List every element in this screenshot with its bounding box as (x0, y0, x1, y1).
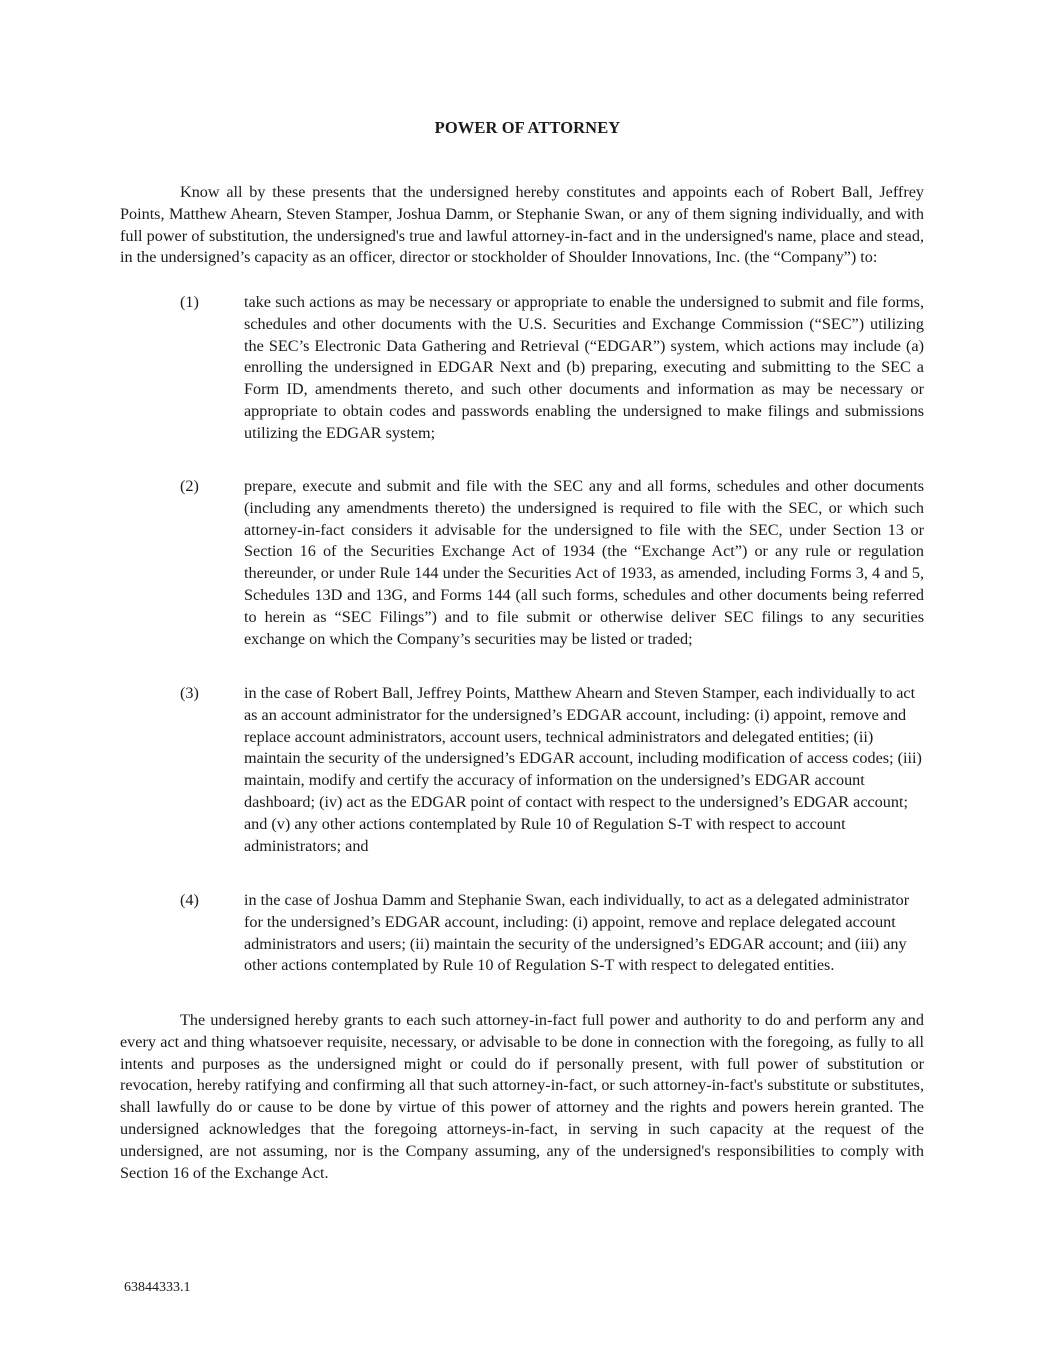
document-id-footer: 63844333.1 (124, 1280, 191, 1295)
closing-paragraph (120, 1010, 924, 1184)
item-number: (2) (180, 477, 199, 495)
item-number: (1) (180, 293, 199, 311)
intro-text: Know all by these presents that the undersigned hereby constitutes and appoints each of Robert Ball, Jeffrey Points, Matthew Ahearn, Steven Stamper, Joshua Damm, or Stephanie Swan, or any of them signing individually, and with full power of substitution, the undersigned's true and lawful attorney-in-fact and in the undersigned's name, place and stead, in the undersigned’s capacity as an officer, director or stockholder of Shoulder Innovations, Inc. (the “Company”) to: (120, 183, 924, 267)
closing-text: The undersigned hereby grants to each such attorney-in-fact full power and authority to do and perform any and every act and thing whatsoever requisite, necessary, or advisable to be done in connection with the foregoing, as fully to all intents and purposes as the undersigned might or could do if personally present, with full power of substitution or revocation, hereby ratifying and confirming all that such attorney-in-fact, or such attorney-in-fact's substitute or substitutes, shall lawfully do or cause to be done by virtue of this power of attorney and the rights and powers herein granted. The undersigned acknowledges that the foregoing attorneys-in-fact, in serving in such capacity at the request of the undersigned, are not assuming, nor is the Company assuming, any of the undersigned's responsibilities to comply with Section 16 of the Exchange Act. (120, 1011, 924, 1182)
item-text: in the case of Robert Ball, Jeffrey Points, Matthew Ahearn and Steven Stamper, each individually to act as an account administrator for the undersigned’s EDGAR account, including: (i) appoint, remove and replace account administrators, account users, technical administrators and delegated entities; (ii) maintain the security of the undersigned’s EDGAR account, including modification of access codes; (iii) maintain, modify and certify the accuracy of information on the undersigned’s EDGAR account dashboard; (iv) act as the EDGAR point of contact with respect to the undersigned’s EDGAR account; and (v) any other actions contemplated by Rule 10 of Regulation S-T with respect to account administrators; and (244, 684, 922, 855)
item-text: prepare, execute and submit and file with the SEC any and all forms, schedules and other documents (including any amendments thereto) the undersigned is required to file with the SEC, or which such attorney-in-fact considers it advisable for the undersigned to file with the SEC, under Section 13 or Section 16 of the Securities Exchange Act of 1934 (the “Exchange Act”) or any rule or regulation thereunder, or under Rule 144 under the Securities Act of 1933, as amended, including Forms 3, 4 and 5, Schedules 13D and 13G, and Forms 144 (all such forms, schedules and other documents being referred to herein as “SEC Filings”) and to file submit or otherwise deliver SEC filings to any securities exchange on which the Company’s securities may be listed or traded; (244, 477, 924, 648)
document-title: POWER OF ATTORNEY (434, 118, 621, 137)
item-text: take such actions as may be necessary or appropriate to enable the undersigned to submit and file forms, schedules and other documents with the U.S. Securities and Exchange Commission (“SEC”) utilizing the SEC’s Electronic Data Gathering and Retrieval (“EDGAR”) system, which actions may include (a) enrolling the undersigned in EDGAR Next and (b) preparing, executing and submitting to the SEC a Form ID, amendments thereto, and such other documents and information as may be necessary or appropriate to obtain codes and passwords enabling the undersigned to make filings and submissions utilizing the EDGAR system; (244, 293, 924, 442)
item-number: (4) (180, 891, 199, 909)
intro-paragraph (120, 182, 924, 269)
item-number: (3) (180, 684, 199, 702)
item-text: in the case of Joshua Damm and Stephanie Swan, each individually, to act as a delegated administrator for the undersigned’s EDGAR account, including: (i) appoint, remove and replace delegated account administrators and users; (ii) maintain the security of the undersigned’s EDGAR account; and (iii) any other actions contemplated by Rule 10 of Regulation S-T with respect to delegated entities. (244, 891, 910, 975)
